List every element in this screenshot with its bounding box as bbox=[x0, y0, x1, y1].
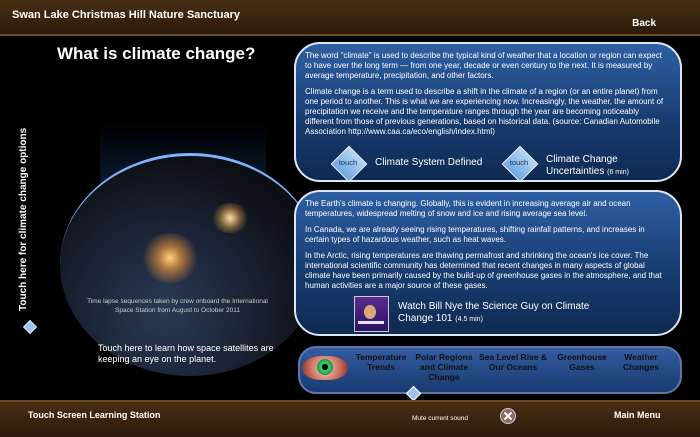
app-title: Swan Lake Christmas Hill Nature Sanctuary bbox=[12, 9, 241, 21]
bill-nye-thumbnail[interactable] bbox=[354, 296, 389, 332]
mute-label[interactable]: Mute current sound bbox=[412, 415, 469, 422]
nav-polar-regions[interactable]: Polar Regions and Climate Change bbox=[415, 352, 473, 382]
nav-weather-changes[interactable]: Weather Changes bbox=[623, 352, 659, 372]
page-title: What is climate change? bbox=[57, 44, 256, 63]
climate-options-label: Touch here for climate change options bbox=[18, 127, 29, 311]
eye-icon bbox=[302, 350, 350, 388]
panel1-paragraph: The word "climate" is used to describe the typical kind of weather that a location or region can expect to have over the long term — from one year, decade or even century to the next. It is measured by average temperature, precipitation, and other factors. bbox=[305, 51, 662, 80]
station-label: Touch Screen Learning Station bbox=[28, 410, 161, 420]
panel2-paragraph: The Earth's climate is changing. Globally, this is evident in increasing average air and ocean temperatures, widespread melting of snow and ice and rising average sea level. bbox=[305, 199, 631, 218]
bill-nye-video-link[interactable]: Watch Bill Nye the Science Guy on Climate Change 101 (4.5 min) bbox=[398, 301, 590, 324]
nav-temperature-trends[interactable]: Temperature Trends bbox=[355, 352, 407, 372]
climate-system-touch-button[interactable]: touch bbox=[331, 146, 365, 180]
nav-sea-level-rise[interactable]: Sea Level Rise & Our Oceans bbox=[478, 352, 548, 372]
bottom-bar bbox=[0, 400, 700, 437]
satellites-link[interactable]: Touch here to learn how space satellites are keeping an eye on the planet. bbox=[98, 343, 274, 364]
space-station-video[interactable] bbox=[100, 123, 266, 311]
uncertainties-link[interactable]: Climate Change Uncertainties (6 min) bbox=[546, 154, 629, 177]
nav-greenhouse-gases[interactable]: Greenhouse Gases bbox=[557, 352, 607, 372]
main-menu-button[interactable]: Main Menu bbox=[614, 410, 661, 420]
uncertainties-touch-button[interactable]: touch bbox=[502, 146, 536, 180]
panel1-paragraph: Climate change is a term used to describe a shift in the climate of a region (or an entire planet) from one period to another. This is what we are experiencing now. Increasingly, the weather, the amount of precipitation we receive and the temperature ranges through the year are becoming noticeably different from those of previous generations, based on historical data. (source: Canadian Automobile Association http://www.caa.ca/eco/english/index.html) bbox=[305, 87, 664, 136]
back-button[interactable]: Back bbox=[632, 18, 656, 29]
mute-icon[interactable] bbox=[500, 408, 516, 424]
video-caption: Time lapse sequences taken by crew onboard the International Space Station from August to October 2011 bbox=[87, 298, 268, 314]
panel2-paragraph: In Canada, we are already seeing rising temperatures, shifting rainfall patterns, and increases in certain types of hazardous weather, such as heat waves. bbox=[305, 225, 645, 244]
top-bar bbox=[0, 0, 700, 36]
climate-options-tab[interactable] bbox=[16, 121, 38, 376]
climate-system-link[interactable]: Climate System Defined bbox=[375, 157, 483, 168]
panel2-paragraph: In the Arctic, rising temperatures are thawing permafrost and shrinking the ocean's ice cover. The international scientific community has determined that recent changes in many aspects of global climate have been primarily caused by the build-up of greenhouse gases in the atmosphere, and that human activities are a major source of these gases. bbox=[305, 251, 662, 290]
